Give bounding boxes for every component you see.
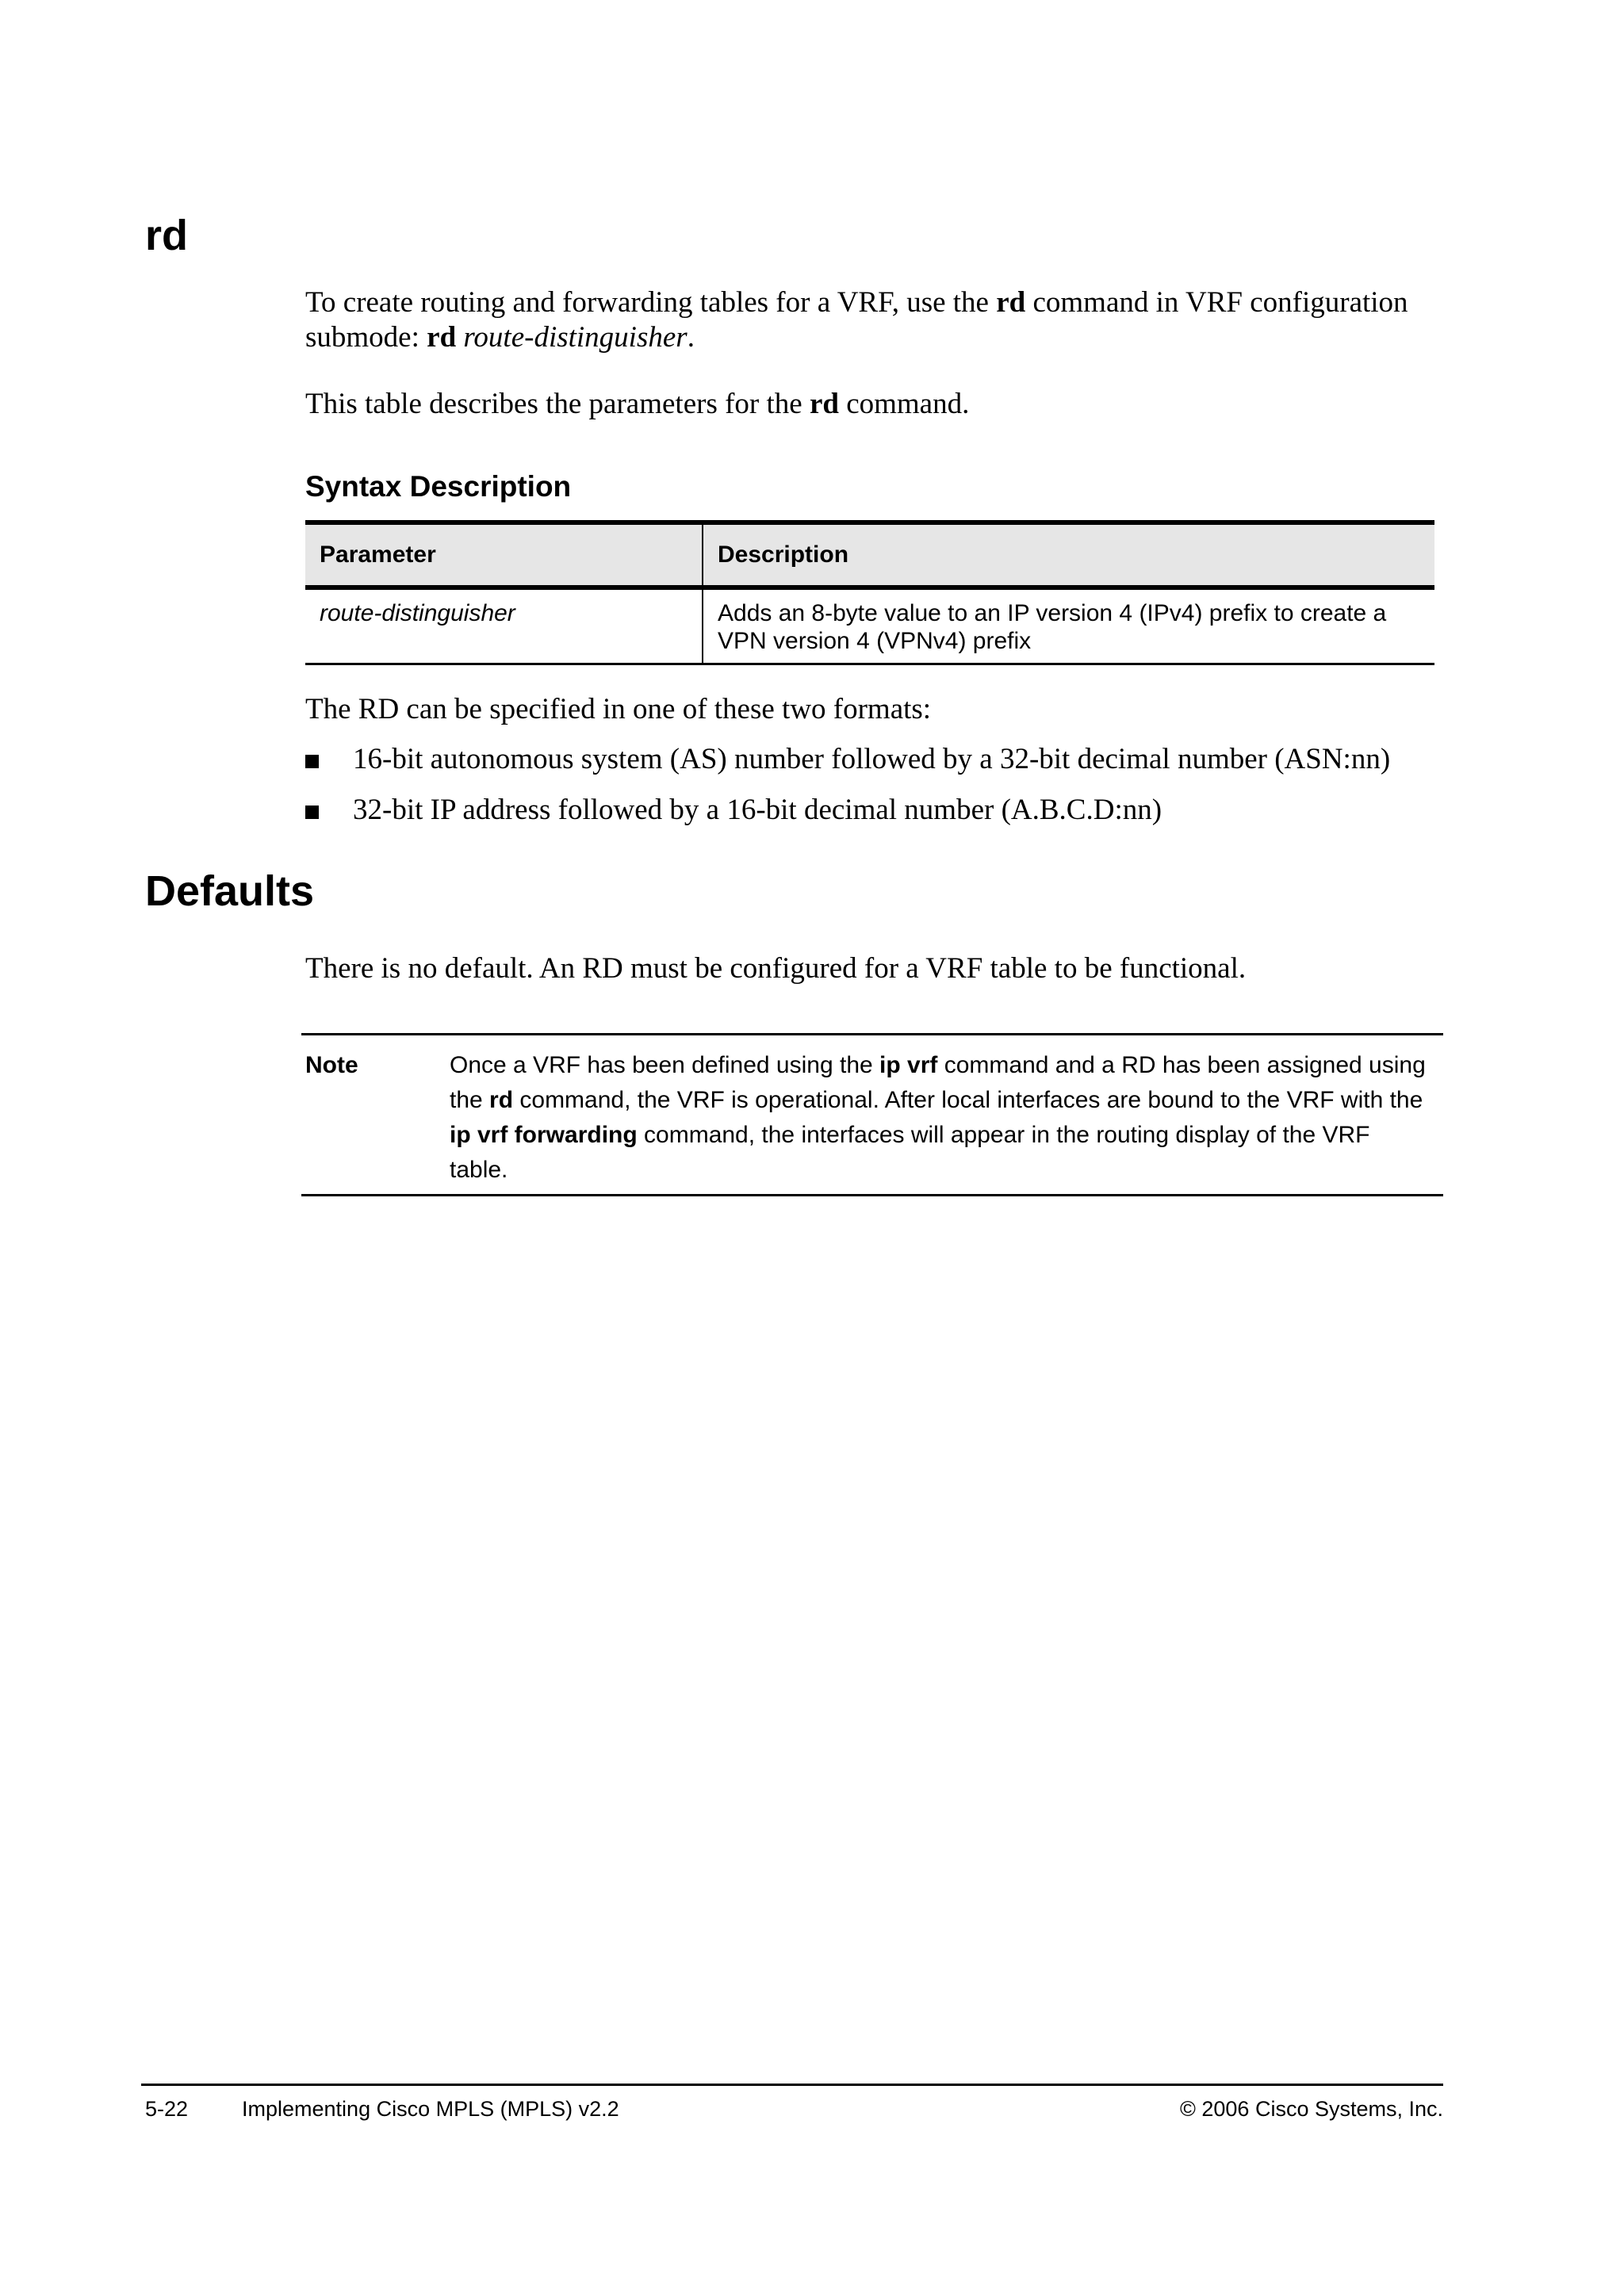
intro-text-continued: command in VRF configuration submode: [305,286,1408,354]
note-text-part: command and a RD has been assigned using the [450,1052,1426,1113]
intro-end: . [687,321,695,354]
note-box [301,1033,1443,1196]
table-header-row [305,522,1434,587]
footer-copyright: © 2006 Cisco Systems, Inc. [1179,2097,1443,2121]
list-item-text: 32-bit IP address followed by a 16-bit decimal number (A.B.C.D:nn) [353,794,1162,826]
note-command-rd: rd [489,1087,514,1113]
syntax-command: rd [427,321,457,354]
square-bullet-icon [305,806,319,819]
syntax-table [305,520,1434,665]
table-row [305,587,1434,664]
syntax-argument: route-distinguisher [463,321,688,354]
intro-command: rd [996,286,1026,319]
list-item [305,742,1447,777]
table-desc-text: This table describes the parameters for the [305,388,810,420]
note-text-part: command, the VRF is operational. After local interfaces are bound to the VRF with the [513,1087,1423,1113]
intro-paragraph [305,285,1431,355]
square-bullet-icon [305,755,319,768]
defaults-paragraph: There is no default. An RD must be configured for a VRF table to be functional. [305,952,1247,985]
intro-text: To create routing and forwarding tables for a VRF, use the [305,286,997,319]
footer-document-title: Implementing Cisco MPLS (MPLS) v2.2 [242,2097,619,2121]
formats-list [305,742,1447,844]
section-title-rd: rd [145,212,188,259]
table-description-paragraph [305,387,1431,422]
parameter-cell: route-distinguisher [305,587,703,664]
syntax-description-heading: Syntax Description [305,470,572,503]
table-desc-text-end: command. [838,388,970,420]
list-item [305,793,1447,828]
footer-divider [141,2084,1443,2086]
list-item-text: 16-bit autonomous system (AS) number followed by a 32-bit decimal number (ASN:nn) [353,743,1391,775]
description-cell: Adds an 8-byte value to an IP version 4 (IPv4) prefix to create a VPN version 4 (VPNv4) prefix [703,587,1434,664]
column-header-description: Description [703,522,1434,587]
section-title-defaults: Defaults [145,867,315,915]
footer-page-number: 5-22 [145,2097,189,2121]
note-command-ip-vrf: ip vrf [879,1052,938,1078]
note-command-ip-vrf-forwarding: ip vrf forwarding [450,1122,638,1148]
note-text [450,1048,1433,1188]
note-text-part: Once a VRF has been defined using the [450,1052,880,1078]
formats-intro: The RD can be specified in one of these two formats: [305,693,932,725]
column-header-parameter: Parameter [305,522,703,587]
table-desc-command: rd [809,388,839,420]
note-text-part: command, the interfaces will appear in the routing display of the VRF table. [450,1122,1370,1183]
note-label: Note [305,1052,358,1078]
